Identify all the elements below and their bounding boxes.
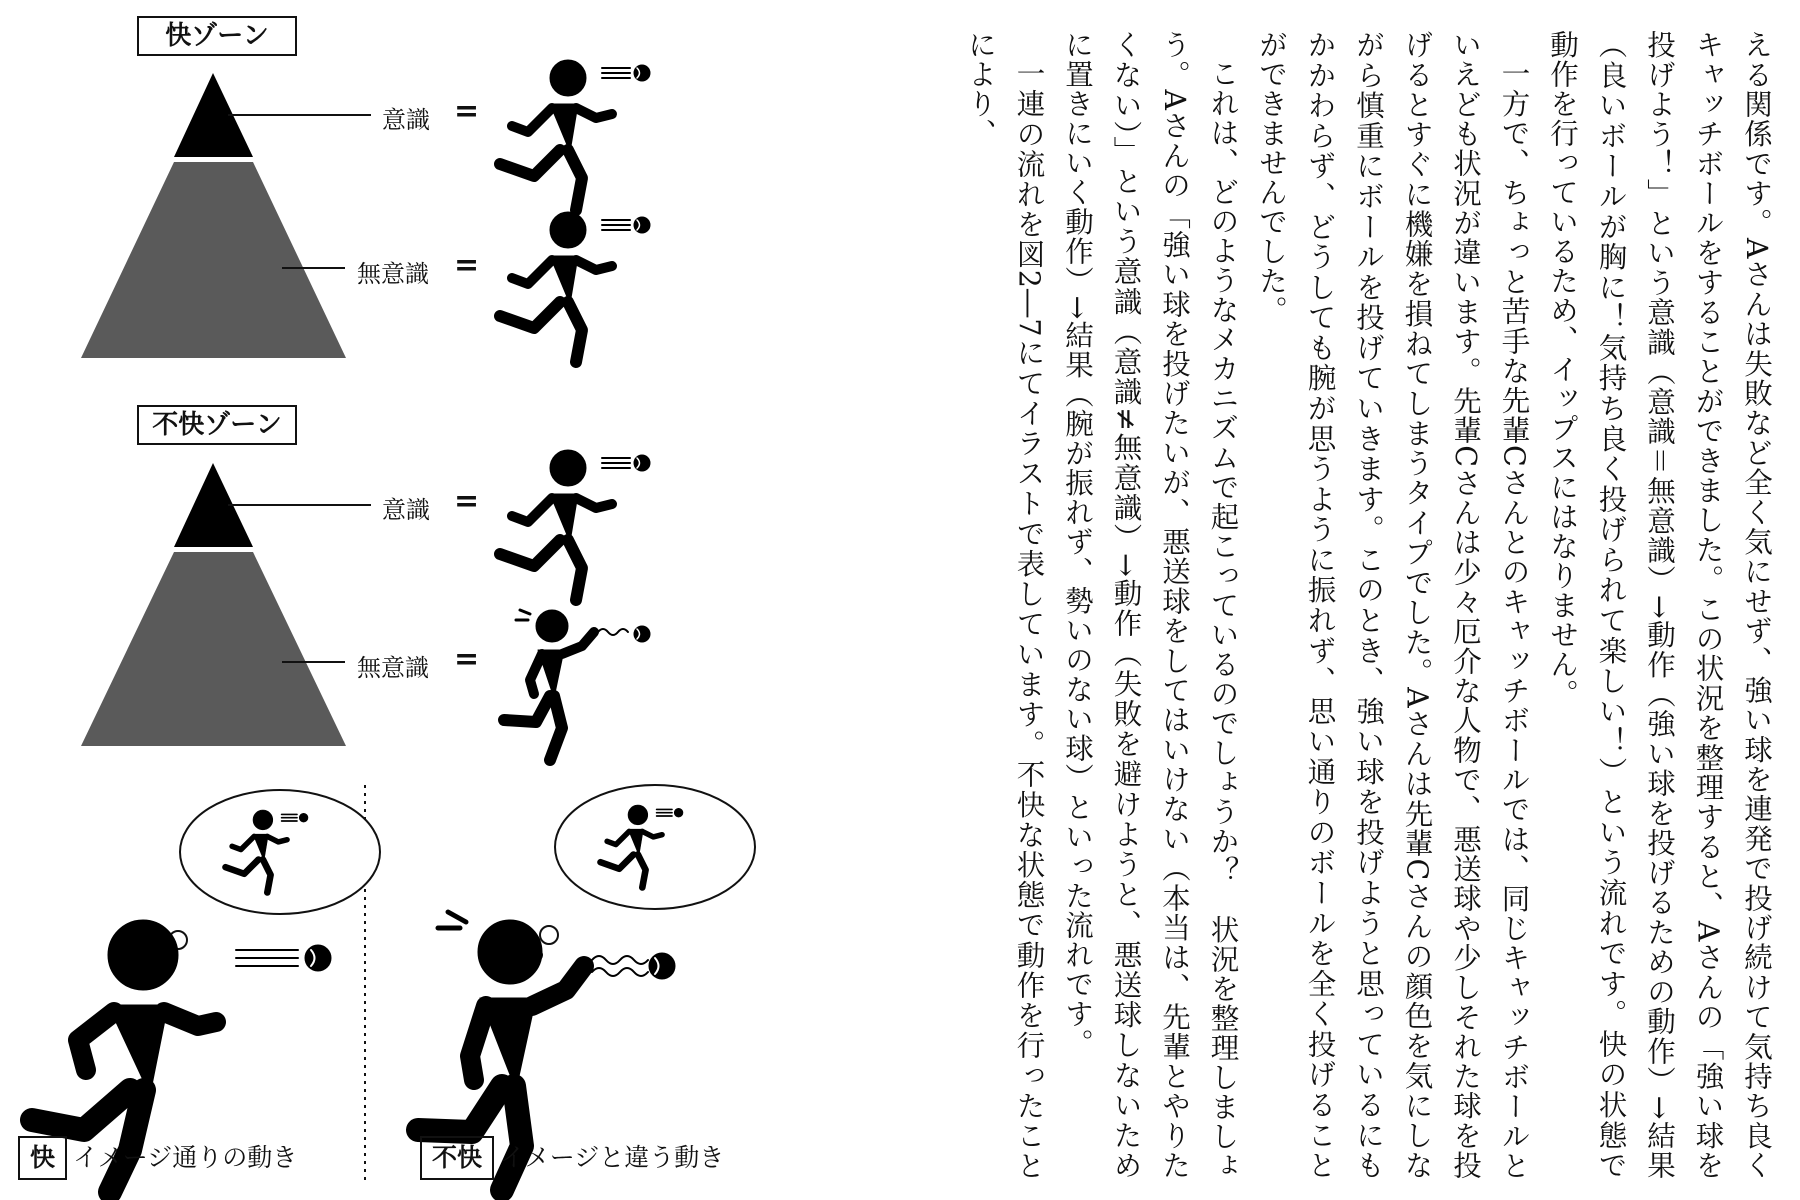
runner-figure-3 (500, 450, 650, 600)
body-paragraph: える関係です。Aさんは失敗など全く気にせず、強い球を連発で投げ続けて気持ち良くキャッチボールをすることができました。この状況を整理すると、Aさんの「強い球を投げよう！」という意識（意識＝無意識）→動作（強い球を投げるための動作）→結果（良いボールが胸に！気持ち良く投げられて楽しい！）という流れです。快の状態で動作を行っているため、イップスにはなりません。 (1546, 30, 1773, 1181)
comfort-thought-bubble (159, 790, 380, 967)
discomfort-thought-bubble (532, 785, 755, 960)
body-paragraph: これは、どのようなメカニズムで起こっているのでしょうか？ 状況を整理しましょう。Aさんの「強い球を投げたいが、悪送球をしてはいけない（本当は、先輩とやりたくない）」という意識（意識≠無意識）→動作（失敗を避けようと、悪送球しないために置きにいく動作）→結果（腕が振れず、勢いのない球）といった流れです。 (1061, 30, 1240, 1180)
comfort-unconscious-equals: = (454, 248, 480, 283)
discomfort-conscious-label: 意識 (382, 496, 430, 524)
runner-figure-1 (500, 60, 650, 210)
discomfort-conscious-equals: = (454, 484, 480, 519)
comfort-conscious-equals: = (454, 94, 480, 129)
runner-figure-2 (500, 212, 650, 362)
discomfort-caption (420, 1136, 724, 1180)
discomfort-caption-tag: 不快 (420, 1136, 494, 1180)
discomfort-zone-title: 不快ゾーン (137, 405, 297, 445)
comfort-unconscious-label: 無意識 (357, 260, 429, 288)
comfort-caption (18, 1136, 297, 1180)
discomfort-unconscious-equals: = (454, 642, 480, 677)
runner-figure-4-off-balance (504, 610, 650, 760)
comfort-zone-pyramid (0, 0, 760, 1200)
comfort-caption-text: イメージ通りの動き (73, 1143, 298, 1172)
comfort-zone-title: 快ゾーン (137, 16, 297, 56)
body-paragraph: 一連の流れを図2―7にてイラストで表しています。不快な状態で動作を行ったことにより、 (964, 30, 1046, 1180)
comfort-caption-tag: 快 (18, 1136, 67, 1180)
comfort-conscious-label: 意識 (382, 106, 430, 134)
discomfort-unconscious-label: 無意識 (357, 654, 429, 682)
discomfort-unconscious-layer (81, 552, 346, 746)
illustration-figure (0, 0, 760, 1200)
vertical-body-text (956, 30, 1781, 1180)
body-paragraph: 一方で、ちょっと苦手な先輩Cさんとのキャッチボールでは、同じキャッチボールといえども状況が違います。先輩Cさんは少々厄介な人物で、悪送球や少しそれた球を投げるとすぐに機嫌を損ねてしまうタイプでした。Aさんは先輩Cさんの顔色を気にしながら慎重にボールを投げていきます。このとき、強い球を投げようと思っているにもかかわらず、どうしても腕が思うように振れず、思い通りのボールを全く投げることができませんでした。 (1255, 30, 1531, 1181)
comfort-unconscious-layer (81, 162, 346, 358)
discomfort-caption-text: イメージと違う動き (500, 1143, 725, 1172)
